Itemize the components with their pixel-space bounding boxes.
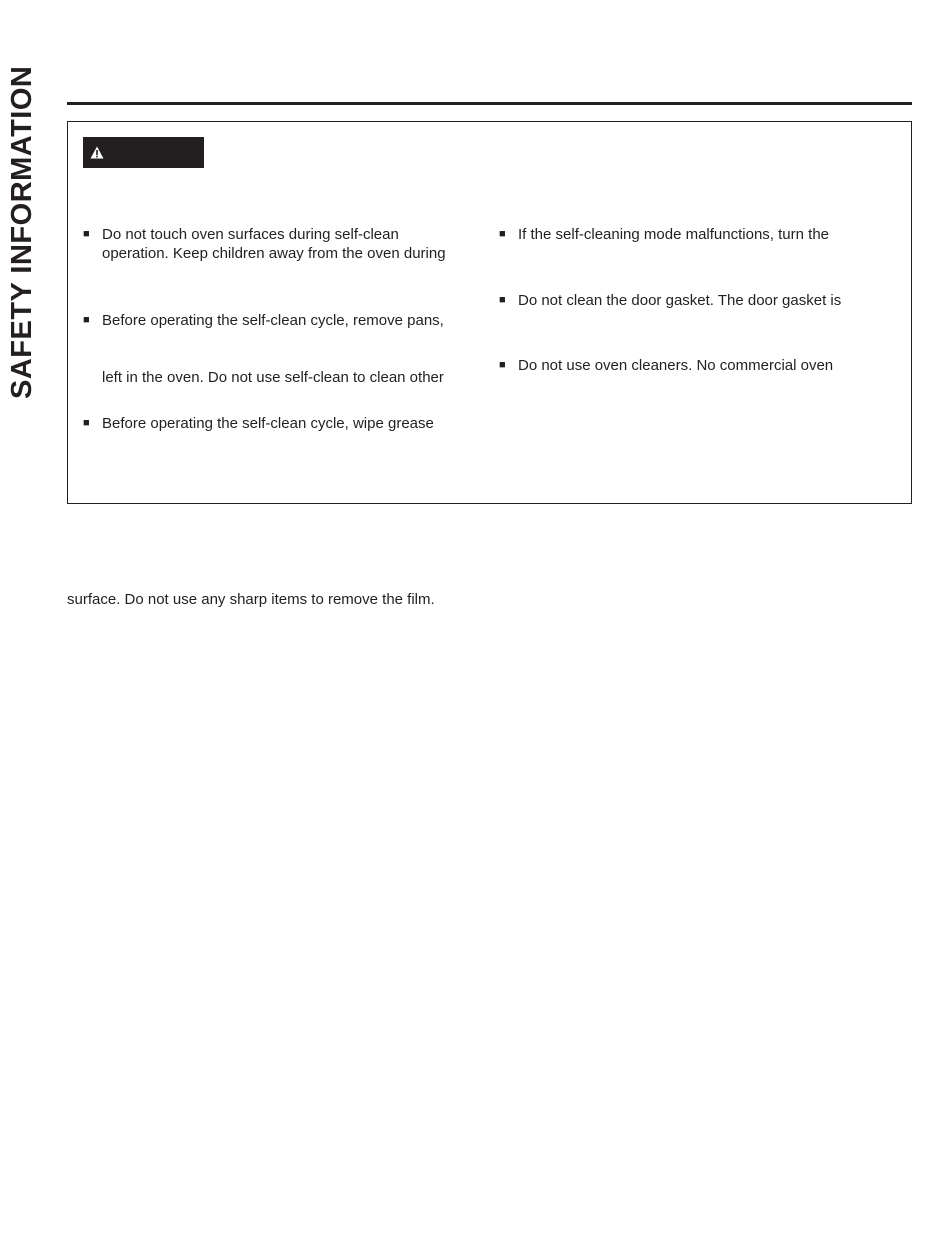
side-section-title: SAFETY INFORMATION — [6, 65, 38, 399]
bullet-square-icon: ■ — [83, 228, 90, 240]
body-text-line-1: surface. Do not use any sharp items to remove the film. — [67, 591, 435, 608]
left-item-2-line-3: left in the oven. Do not use self-clean to clean other — [102, 369, 444, 386]
right-item-2-line-1: Do not clean the door gasket. The door gasket is — [518, 292, 842, 309]
left-item-2-line-1: Before operating the self-clean cycle, remove pans, — [102, 312, 444, 329]
left-item-1-line-1: Do not touch oven surfaces during self-clean — [102, 226, 399, 243]
bullet-square-icon: ■ — [83, 314, 90, 326]
warning-triangle-icon — [90, 146, 104, 159]
bullet-square-icon: ■ — [499, 294, 506, 306]
bullet-square-icon: ■ — [499, 359, 506, 371]
right-item-3-line-1: Do not use oven cleaners. No commercial oven — [518, 357, 834, 374]
warning-label — [83, 137, 204, 168]
left-item-1-line-2: operation. Keep children away from the oven during — [102, 245, 446, 262]
left-item-3-line-1: Before operating the self-clean cycle, wipe grease — [102, 415, 434, 432]
right-item-1-line-1: If the self-cleaning mode malfunctions, turn the — [518, 226, 830, 243]
bullet-square-icon: ■ — [499, 228, 506, 240]
top-rule — [67, 102, 912, 105]
bullet-square-icon: ■ — [83, 417, 90, 429]
